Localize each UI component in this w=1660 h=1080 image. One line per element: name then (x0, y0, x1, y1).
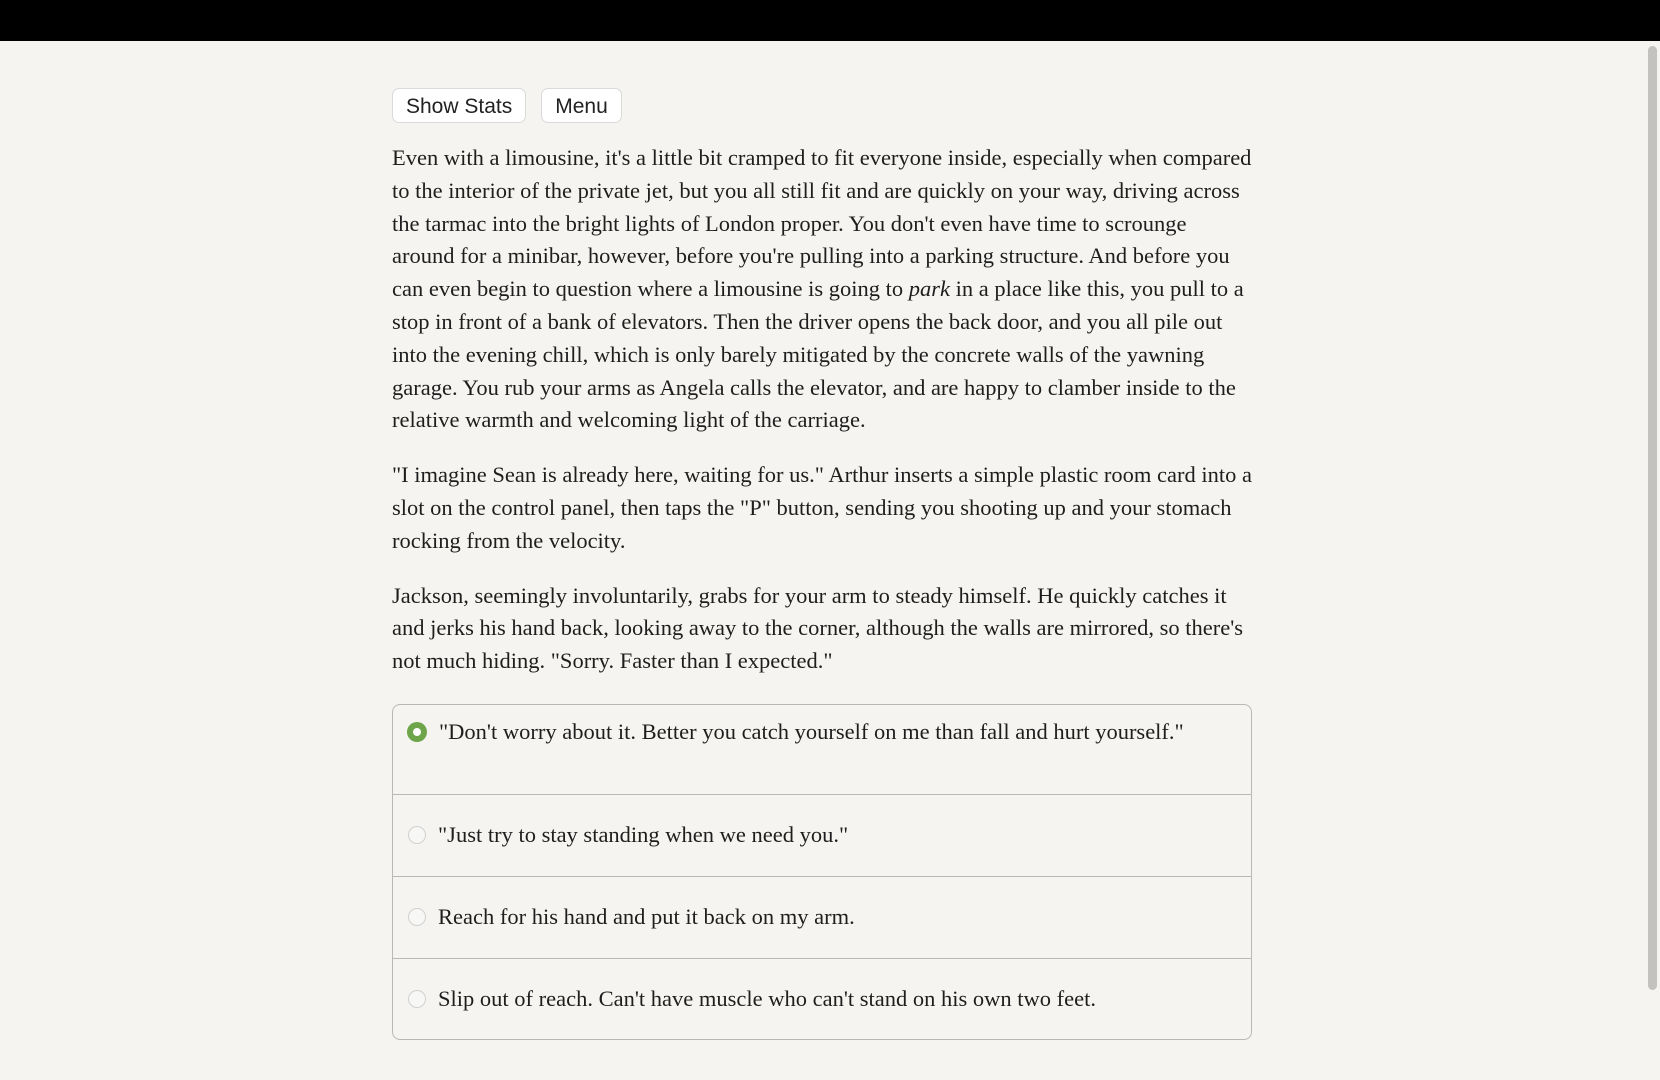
browser-top-bar (0, 0, 1660, 41)
choice-option-2[interactable] (393, 794, 1251, 876)
story-paragraph: "I imagine Sean is already here, waiting for us." Arthur inserts a simple plastic room card into a slot on the control panel, then taps the "P" button, sending you shooting up and your stomach rocking from the velocity. (392, 462, 1253, 553)
toolbar (392, 88, 1252, 123)
choice-label: "Don't worry about it. Better you catch yourself on me than fall and hurt yourself." (439, 718, 1184, 744)
show-stats-button[interactable]: Show Stats (392, 88, 526, 123)
radio-button[interactable] (408, 826, 426, 844)
choice-list (392, 704, 1252, 1040)
radio-button[interactable] (408, 990, 426, 1008)
story-emphasis: park (908, 276, 951, 302)
story-text-segment: Even with a limousine, it's a little bit cramped to fit everyone inside, especially when compared to the interior of the private jet, but you all still fit and are quickly on your way, driving across the tarmac into the bright lights of London proper. You don't even have time to scrounge around for a minibar, however, before you're pulling into a parking structure. And before you can even begin to question where a limousine is going to (392, 145, 1252, 302)
story-text-segment: in a place like this, you pull to a stop in front of a bank of elevators. Then the driver opens the back door, and you all pile out into the evening chill, which is only barely mitigated by the concrete walls of the yawning garage. You rub your arms as Angela calls the elevator, and are happy to clamber inside to the relative warmth and welcoming light of the carriage. (392, 276, 1244, 433)
radio-button-selected[interactable] (407, 722, 427, 742)
menu-button[interactable]: Menu (541, 88, 622, 123)
game-content (392, 88, 1252, 1040)
choice-label: Slip out of reach. Can't have muscle who can't stand on his own two feet. (438, 985, 1096, 1011)
story-text (392, 142, 1252, 678)
choice-option-1[interactable] (393, 705, 1251, 794)
choice-label: "Just try to stay standing when we need you." (438, 821, 849, 847)
story-paragraph (392, 142, 1252, 437)
story-paragraph: Jackson, seemingly involuntarily, grabs for your arm to steady himself. He quickly catches it and jerks his hand back, looking away to the corner, although the walls are mirrored, so there's not much hiding. "Sorry. Faster than I expected." (392, 582, 1244, 674)
choice-option-4[interactable] (393, 958, 1251, 1039)
scrollbar-thumb[interactable] (1648, 46, 1657, 990)
radio-button[interactable] (408, 908, 426, 926)
choice-option-3[interactable] (393, 876, 1251, 958)
choice-label: Reach for his hand and put it back on my arm. (438, 903, 855, 929)
